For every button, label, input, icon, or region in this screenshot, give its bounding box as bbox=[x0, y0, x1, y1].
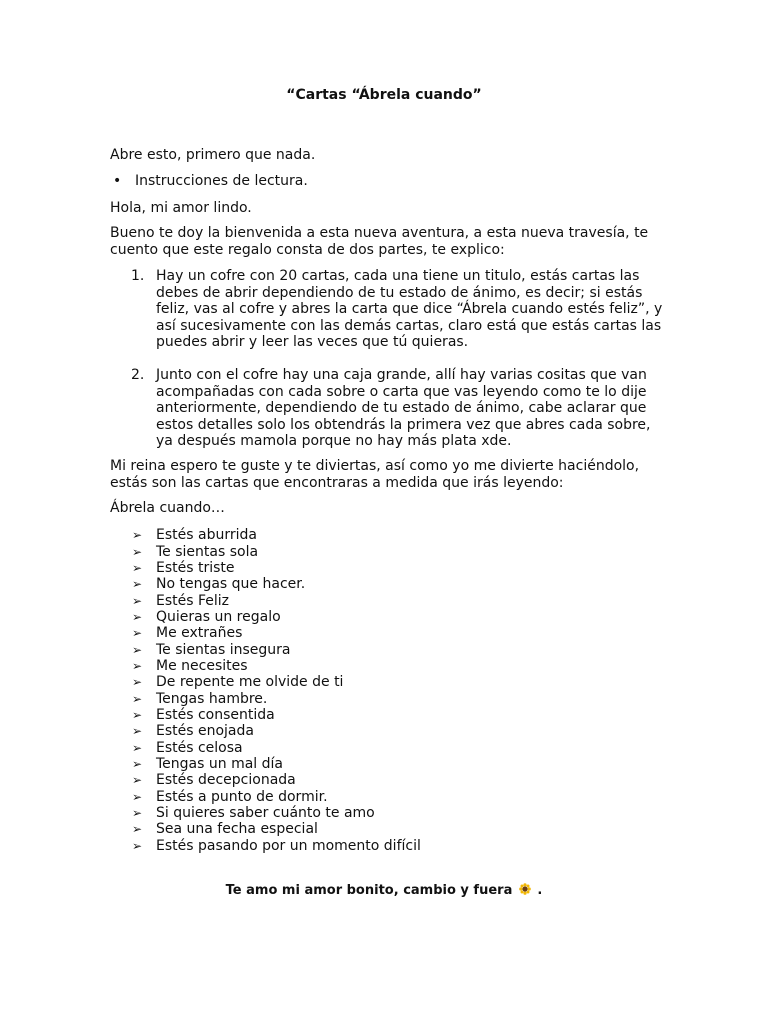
item-line: así sucesivamente con las demás cartas, claro está que estás cartas las bbox=[156, 317, 662, 334]
list-item-label: Te sientas sola bbox=[156, 543, 259, 560]
list-item-label: Tengas hambre. bbox=[156, 690, 268, 707]
list-item-label: Estés a punto de dormir. bbox=[156, 788, 328, 805]
arrowhead-icon: ➢ bbox=[132, 822, 143, 837]
list-item-label: Estés enojada bbox=[156, 723, 254, 740]
list-item bbox=[132, 707, 421, 723]
arrowhead-icon: ➢ bbox=[132, 707, 143, 722]
intro-line: Abre esto, primero que nada. bbox=[110, 147, 316, 163]
arrowhead-icon: ➢ bbox=[132, 609, 143, 624]
list-item-label: Estés pasando por un momento difícil bbox=[156, 837, 421, 854]
arrowhead-icon: ➢ bbox=[132, 626, 143, 641]
list-item bbox=[132, 821, 421, 837]
list-item-label: Me necesites bbox=[156, 657, 248, 674]
arrowhead-icon: ➢ bbox=[132, 544, 143, 559]
list-item-label: Estés aburrida bbox=[156, 527, 257, 544]
item-line: ya después mamola porque no hay más plata xde. bbox=[156, 433, 512, 449]
welcome-paragraph bbox=[110, 225, 670, 258]
list-item bbox=[132, 690, 421, 706]
numbered-item-1 bbox=[156, 268, 662, 351]
list-item bbox=[132, 772, 421, 788]
list-item bbox=[132, 739, 421, 755]
arrowhead-icon: ➢ bbox=[132, 773, 143, 788]
sunflower-icon bbox=[519, 883, 531, 895]
paragraph-line: Mi reina espero te guste y te diviertas, así como yo me divierte haciéndolo, bbox=[110, 458, 640, 474]
list-item bbox=[132, 723, 421, 739]
list-item-label: Sea una fecha especial bbox=[156, 821, 318, 838]
list-item-label: Estés celosa bbox=[156, 739, 243, 756]
arrowhead-icon: ➢ bbox=[132, 593, 143, 608]
list-item-label: Tengas un mal día bbox=[156, 755, 283, 772]
open-when-heading: Ábrela cuando… bbox=[110, 500, 225, 516]
greeting: Hola, mi amor lindo. bbox=[110, 200, 252, 216]
list-item-label: Estés decepcionada bbox=[156, 772, 296, 789]
closing-text: Te amo mi amor bonito, cambio y fuera bbox=[225, 883, 513, 898]
list-item bbox=[132, 641, 421, 657]
closing-paragraph bbox=[110, 458, 670, 491]
item-line: feliz, vas al cofre y abres la carta que dice “Ábrela cuando estés feliz”, y bbox=[156, 301, 663, 317]
arrowhead-icon: ➢ bbox=[132, 838, 143, 853]
arrowhead-icon: ➢ bbox=[132, 658, 143, 673]
item-line: Junto con el cofre hay una caja grande, allí hay varias cositas que van bbox=[156, 367, 647, 383]
item-line: debes de abrir dependiendo de tu estado de ánimo, es decir; si estás bbox=[156, 284, 643, 301]
item-line: acompañadas con cada sobre o carta que vas leyendo como te lo dije bbox=[156, 383, 647, 400]
list-item-label: Si quieres saber cuánto te amo bbox=[156, 805, 375, 822]
list-item-label: Estés Feliz bbox=[156, 592, 230, 609]
list-item bbox=[132, 609, 421, 625]
numbered-item-2 bbox=[156, 367, 651, 450]
closing-line bbox=[0, 882, 768, 900]
item-line: estos detalles solo los obtendrás la primera vez que abres cada sobre, bbox=[156, 416, 651, 433]
item-number: 1. bbox=[131, 268, 145, 284]
list-item-label: De repente me olvide de ti bbox=[156, 674, 344, 691]
paragraph-line: Bueno te doy la bienvenida a esta nueva aventura, a esta nueva travesía, te bbox=[110, 225, 649, 241]
list-item bbox=[132, 838, 421, 854]
arrowhead-icon: ➢ bbox=[132, 806, 143, 821]
item-line: Hay un cofre con 20 cartas, cada una tiene un titulo, estás cartas las bbox=[156, 268, 640, 284]
closing-period: . bbox=[532, 883, 543, 898]
list-item bbox=[132, 658, 421, 674]
arrowhead-icon: ➢ bbox=[132, 528, 143, 543]
list-item-label: Quieras un regalo bbox=[156, 608, 281, 625]
list-item bbox=[132, 527, 421, 543]
list-item bbox=[132, 625, 421, 641]
list-item bbox=[132, 576, 421, 592]
paragraph-line: estás son las cartas que encontraras a medida que irás leyendo: bbox=[110, 474, 564, 491]
document-title: “Cartas “Ábrela cuando” bbox=[286, 87, 482, 103]
bullet-dot-icon: • bbox=[113, 173, 122, 189]
item-line: puedes abrir y leer las veces que tú quieras. bbox=[156, 334, 469, 350]
arrowhead-icon: ➢ bbox=[132, 724, 143, 739]
list-item-label: Me extrañes bbox=[156, 625, 243, 642]
item-number: 2. bbox=[131, 367, 145, 383]
arrowhead-icon: ➢ bbox=[132, 577, 143, 592]
paragraph-line: cuento que este regalo consta de dos partes, te explico: bbox=[110, 241, 505, 258]
arrowhead-icon: ➢ bbox=[132, 740, 143, 755]
list-item bbox=[132, 543, 421, 559]
arrowhead-icon: ➢ bbox=[132, 756, 143, 771]
list-item bbox=[132, 592, 421, 608]
list-item bbox=[132, 789, 421, 805]
item-line: anteriormente, dependiendo de tu estado de ánimo, cabe aclarar que bbox=[156, 400, 647, 416]
list-item-label: Estés consentida bbox=[156, 706, 275, 723]
arrowhead-icon: ➢ bbox=[132, 789, 143, 804]
list-item bbox=[132, 756, 421, 772]
list-item bbox=[132, 560, 421, 576]
list-item-label: Estés triste bbox=[156, 559, 235, 576]
list-item bbox=[132, 805, 421, 821]
cards-list bbox=[132, 527, 421, 854]
reading-instructions-item: Instrucciones de lectura. bbox=[135, 173, 308, 189]
arrowhead-icon: ➢ bbox=[132, 675, 143, 690]
arrowhead-icon: ➢ bbox=[132, 560, 143, 575]
list-item-label: Te sientas insegura bbox=[156, 641, 291, 658]
list-item-label: No tengas que hacer. bbox=[156, 576, 306, 593]
list-item bbox=[132, 674, 421, 690]
arrowhead-icon: ➢ bbox=[132, 642, 143, 657]
arrowhead-icon: ➢ bbox=[132, 691, 143, 706]
